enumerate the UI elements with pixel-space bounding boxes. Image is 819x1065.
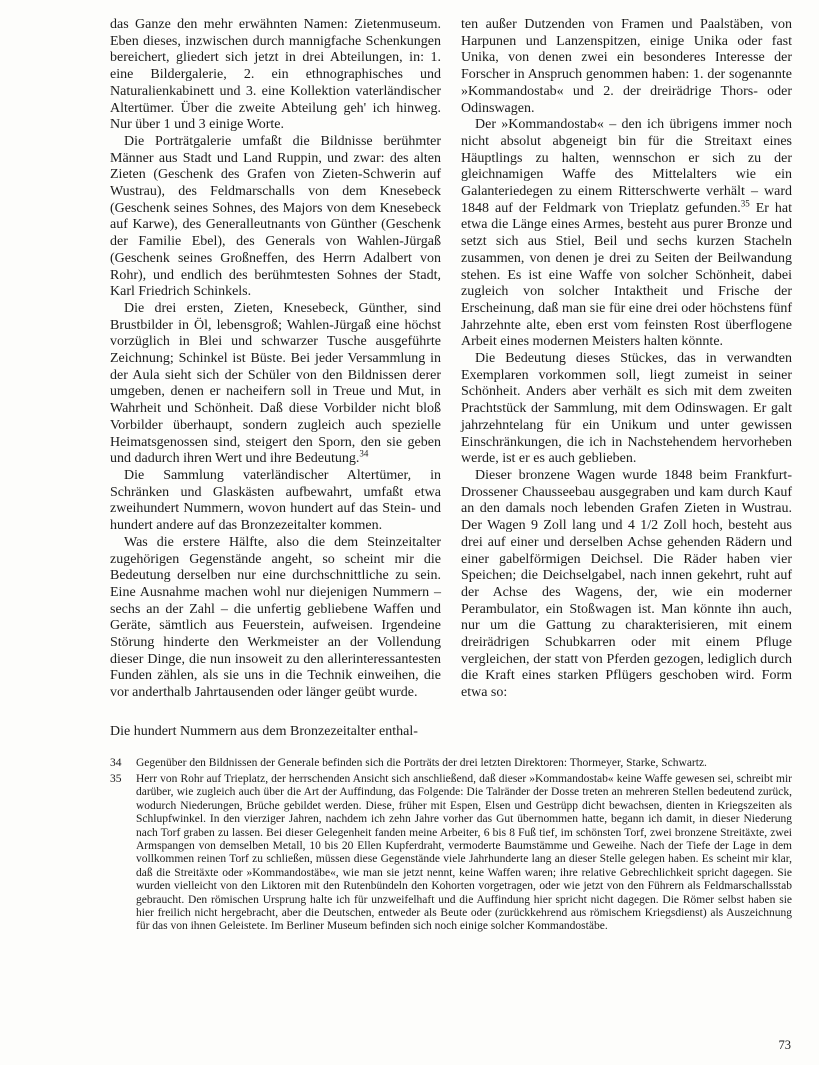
paragraph: Dieser bronzene Wagen wurde 1848 beim Frankfurt-Drossener Chausseebau ausgegraben und kam durch Kauf an den damals noch lebenden Grafen Zieten in Wustrau. Der Wagen 9 Zoll lang und 4 1/2 Zoll hoch, besteht aus drei auf einer und derselben Achse gehenden Rädern und einer gabelförmigen Deichsel. Die Räder haben vier Speichen; die Deichselgabel, nach innen gekehrt, ruht auf der Achse des Wagens, der, wie ein moderner Perambulator, ein Stoßwagen ist. Man könnte ihn auch, nur um die Gattung zu charakterisieren, mit einem dreirädrigen Schubkarren oder mit einem Pfluge vergleichen, der statt von Pferden gezogen, lediglich durch die Kraft eines starken Pflügers geschoben wird. Form etwa so: xyxy=(461,467,792,701)
footnote-reference-34: 34 xyxy=(359,448,369,459)
continuation-line: Die hundert Nummern aus dem Bronzezeitalter enthal- xyxy=(110,723,418,739)
paragraph xyxy=(110,301,441,468)
paragraph-text: Er hat etwa die Länge eines Armes, besteht aus purer Bronze und setzt sich aus Stiel, Beil und sechs kurzen Stacheln zusammen, von denen je drei zu Seiten der Beilwandung stehen. Es ist eine Waffe von solcher Schönheit, dabei zugleich von solcher Intaktheit und Frische der Erscheinung, daß man sie für eine drei oder höchstens fünf Jahrzehnte alte, eben erst vom feinsten Rost überflogene Arbeit eines modernen Meisters halten könnte. xyxy=(461,200,792,350)
paragraph xyxy=(461,117,792,351)
footnote-number: 35 xyxy=(110,772,122,785)
paragraph-text: Die drei ersten, Zieten, Knesebeck, Günther, sind Brustbilder in Öl, lebensgroß; Wahlen-Jürgaß eine höchst vorzüglich in Blei und schwarzer Tusche ausgeführte Zeichnung; Schinkel ist Büste. Bei jeder Versammlung in der Aula sieht sich der Schüler von den Bildnissen derer umgeben, denen er nacheifern soll in Treue und Mut, in Wahrheit und Schönheit. Daß diese Vorbilder nicht bloß Vorbilder überhaupt, sondern zugleich auch spezielle Heimatsgenossen sind, steigert den Sporn, den sie geben und dadurch ihren Wert und ihre Bedeutung. xyxy=(110,300,441,467)
footnote-number: 34 xyxy=(110,756,122,769)
text-columns xyxy=(110,17,792,702)
footnote-reference-35: 35 xyxy=(740,198,750,209)
footnote xyxy=(110,773,792,934)
left-column xyxy=(110,17,441,702)
footnote-text: Gegenüber den Bildnissen der Generale befinden sich die Porträts der drei letzten Direktoren: Thormeyer, Starke, Schwartz. xyxy=(136,756,707,769)
paragraph: ten außer Dutzenden von Framen und Paalstäben, von Harpunen und Lanzenspitzen, einige Unika oder fast Unika, von denen zwei ein besonderes Interesse der Forscher in Anspruch genommen haben: 1. der sogenannte »Kommandostab« und 2. der dreirädrige Thors- oder Odinswagen. xyxy=(461,17,792,116)
footnotes-section xyxy=(110,757,792,934)
paragraph: Die Bedeutung dieses Stückes, das in verwandten Exemplaren vorkommen soll, liegt zumeist in seiner Schönheit. Anders aber verhält es sich mit dem zweiten Prachtstück der Sammlung, mit dem Odinswagen. Er galt jahrzehntelang für ein Unikum und unter gewissen Einschränkungen, die ich in Nachstehendem hervorheben werde, ist er es auch geblieben. xyxy=(461,351,792,467)
paragraph-text: Der »Kommandostab« – den ich übrigens immer noch nicht absolut abgeneigt bin für die Streitaxt eines Häuptlings zu halten, wennschon er sich zu der gleichnamigen Waffe des Mittelalters wie ein Galanteriedegen zu einem Ritterschwerte verhält – ward 1848 auf der Feldmark von Trieplatz gefunden. xyxy=(461,117,792,216)
paragraph: Was die erstere Hälfte, also die dem Steinzeitalter zugehörigen Gegenstände angeht, so scheint mir die Bedeutung derselben nur eine durchschnittliche zu sein. Eine Ausnahme machen wohl nur diejenigen Nummern – sechs an der Zahl – die unfertig gebliebene Waffen und Geräte, sämtlich aus Feuerstein, aufweisen. Irgendeine Störung hinderte den Werkmeister an der Vollendung dieser Dinge, die nun insoweit zu den allerinteressantesten Funden zählen, als sie uns in die Technik einweihen, die vor anderthalb Jahrtausenden oder länger geübt wurde. xyxy=(110,534,441,701)
footnote-text: Herr von Rohr auf Trieplatz, der herrschenden Ansicht sich anschließend, daß dieser »Kommandostab« keine Waffe gewesen sei, schreibt mir darüber, wie zugleich auch über die Art der Auffindung, das Folgende: Die Talränder der Dosse treten an mehreren Stellen bedeutend zurück, wodurch Niederungen, Brüche gebildet werden. Diese, früher mit Espen, Elsen und Gestrüpp dicht bewachsen, dienten in Kriegszeiten als Schlupfwinkel. In den vierziger Jahren, nachdem ich zehn Jahre vorher das Gut übernommen hatte, begann ich damit, in dieser Niederung nach Torf graben zu lassen. Bei dieser Gelegenheit fanden meine Arbeiter, 6 bis 8 Fuß tief, im schönsten Torf, zwei bronzene Streitäxte, zwei Armspangen von demselben Metall, 10 bis 20 Ellen Kupferdraht, vermoderte Baumstämme und Geweihe. Nach der Tiefe der Lage in dem vollkommen reinen Torf zu schließen, müssen diese Gegenstände viele Jahrhunderte lang an dieser Stelle gelegen haben. Es scheint mir klar, daß die Streitäxte oder »Kommandostäbe«, wie man sie jetzt nennt, keine Waffen waren; ihre relative Gebrechlichkeit spricht dagegen. Sie wurden vielleicht von den Liktoren mit den Rutenbündeln den Kohorten vorgetragen, oder wie jetzt von den Führern als Feldmarschallsstab gebraucht. Den römischen Ursprung halte ich für unzweifelhaft und die Auffindung hier spricht nicht dagegen. Die Römer selbst haben sie hier freilich nicht hergebracht, aber die Deutschen, entweder als Beute oder (zurückkehrend aus römischem Kriegsdienst) als Auszeichnung für das von ihnen Geleistete. Im Berliner Museum befinden sich noch einige solcher Kommandostäbe. xyxy=(136,772,792,933)
page-number: 73 xyxy=(778,1038,791,1052)
paragraph: das Ganze den mehr erwähnten Namen: Zietenmuseum. Eben dieses, inzwischen durch mannigfache Schenkungen bereichert, gliedert sich jetzt in drei Abteilungen, in: 1. eine Bildergalerie, 2. ein ethnographisches und Naturalienkabinett und 3. eine Kollektion vaterländischer Altertümer. Über die zweite Abteilung geh' ich hinweg. Nur über 1 und 3 einige Worte. xyxy=(110,17,441,133)
paragraph: Die Porträtgalerie umfaßt die Bildnisse berühmter Männer aus Stadt und Land Ruppin, und zwar: des alten Zieten (Geschenk des Grafen von Zieten-Schwerin auf Wustrau), des Feldmarschalls von dem Knesebeck (Geschenk seines Sohnes, des Majors von dem Knesebeck auf Karwe), des Generalleutnants von Günther (Geschenk der Familie Ebel), des Generals von Wahlen-Jürgaß (Geschenk seines Großneffen, des Herrn Adalbert von Rohr), und endlich des berühmtesten Sohnes der Stadt, Karl Friedrich Schinkels. xyxy=(110,133,441,300)
footnote xyxy=(110,757,792,770)
right-column xyxy=(461,17,792,702)
paragraph: Die Sammlung vaterländischer Altertümer, in Schränken und Glaskästen aufbewahrt, umfaßt etwa zweihundert Nummern, wovon hundert auf das Stein- und hundert andere auf das Bronzezeitalter kommen. xyxy=(110,467,441,534)
